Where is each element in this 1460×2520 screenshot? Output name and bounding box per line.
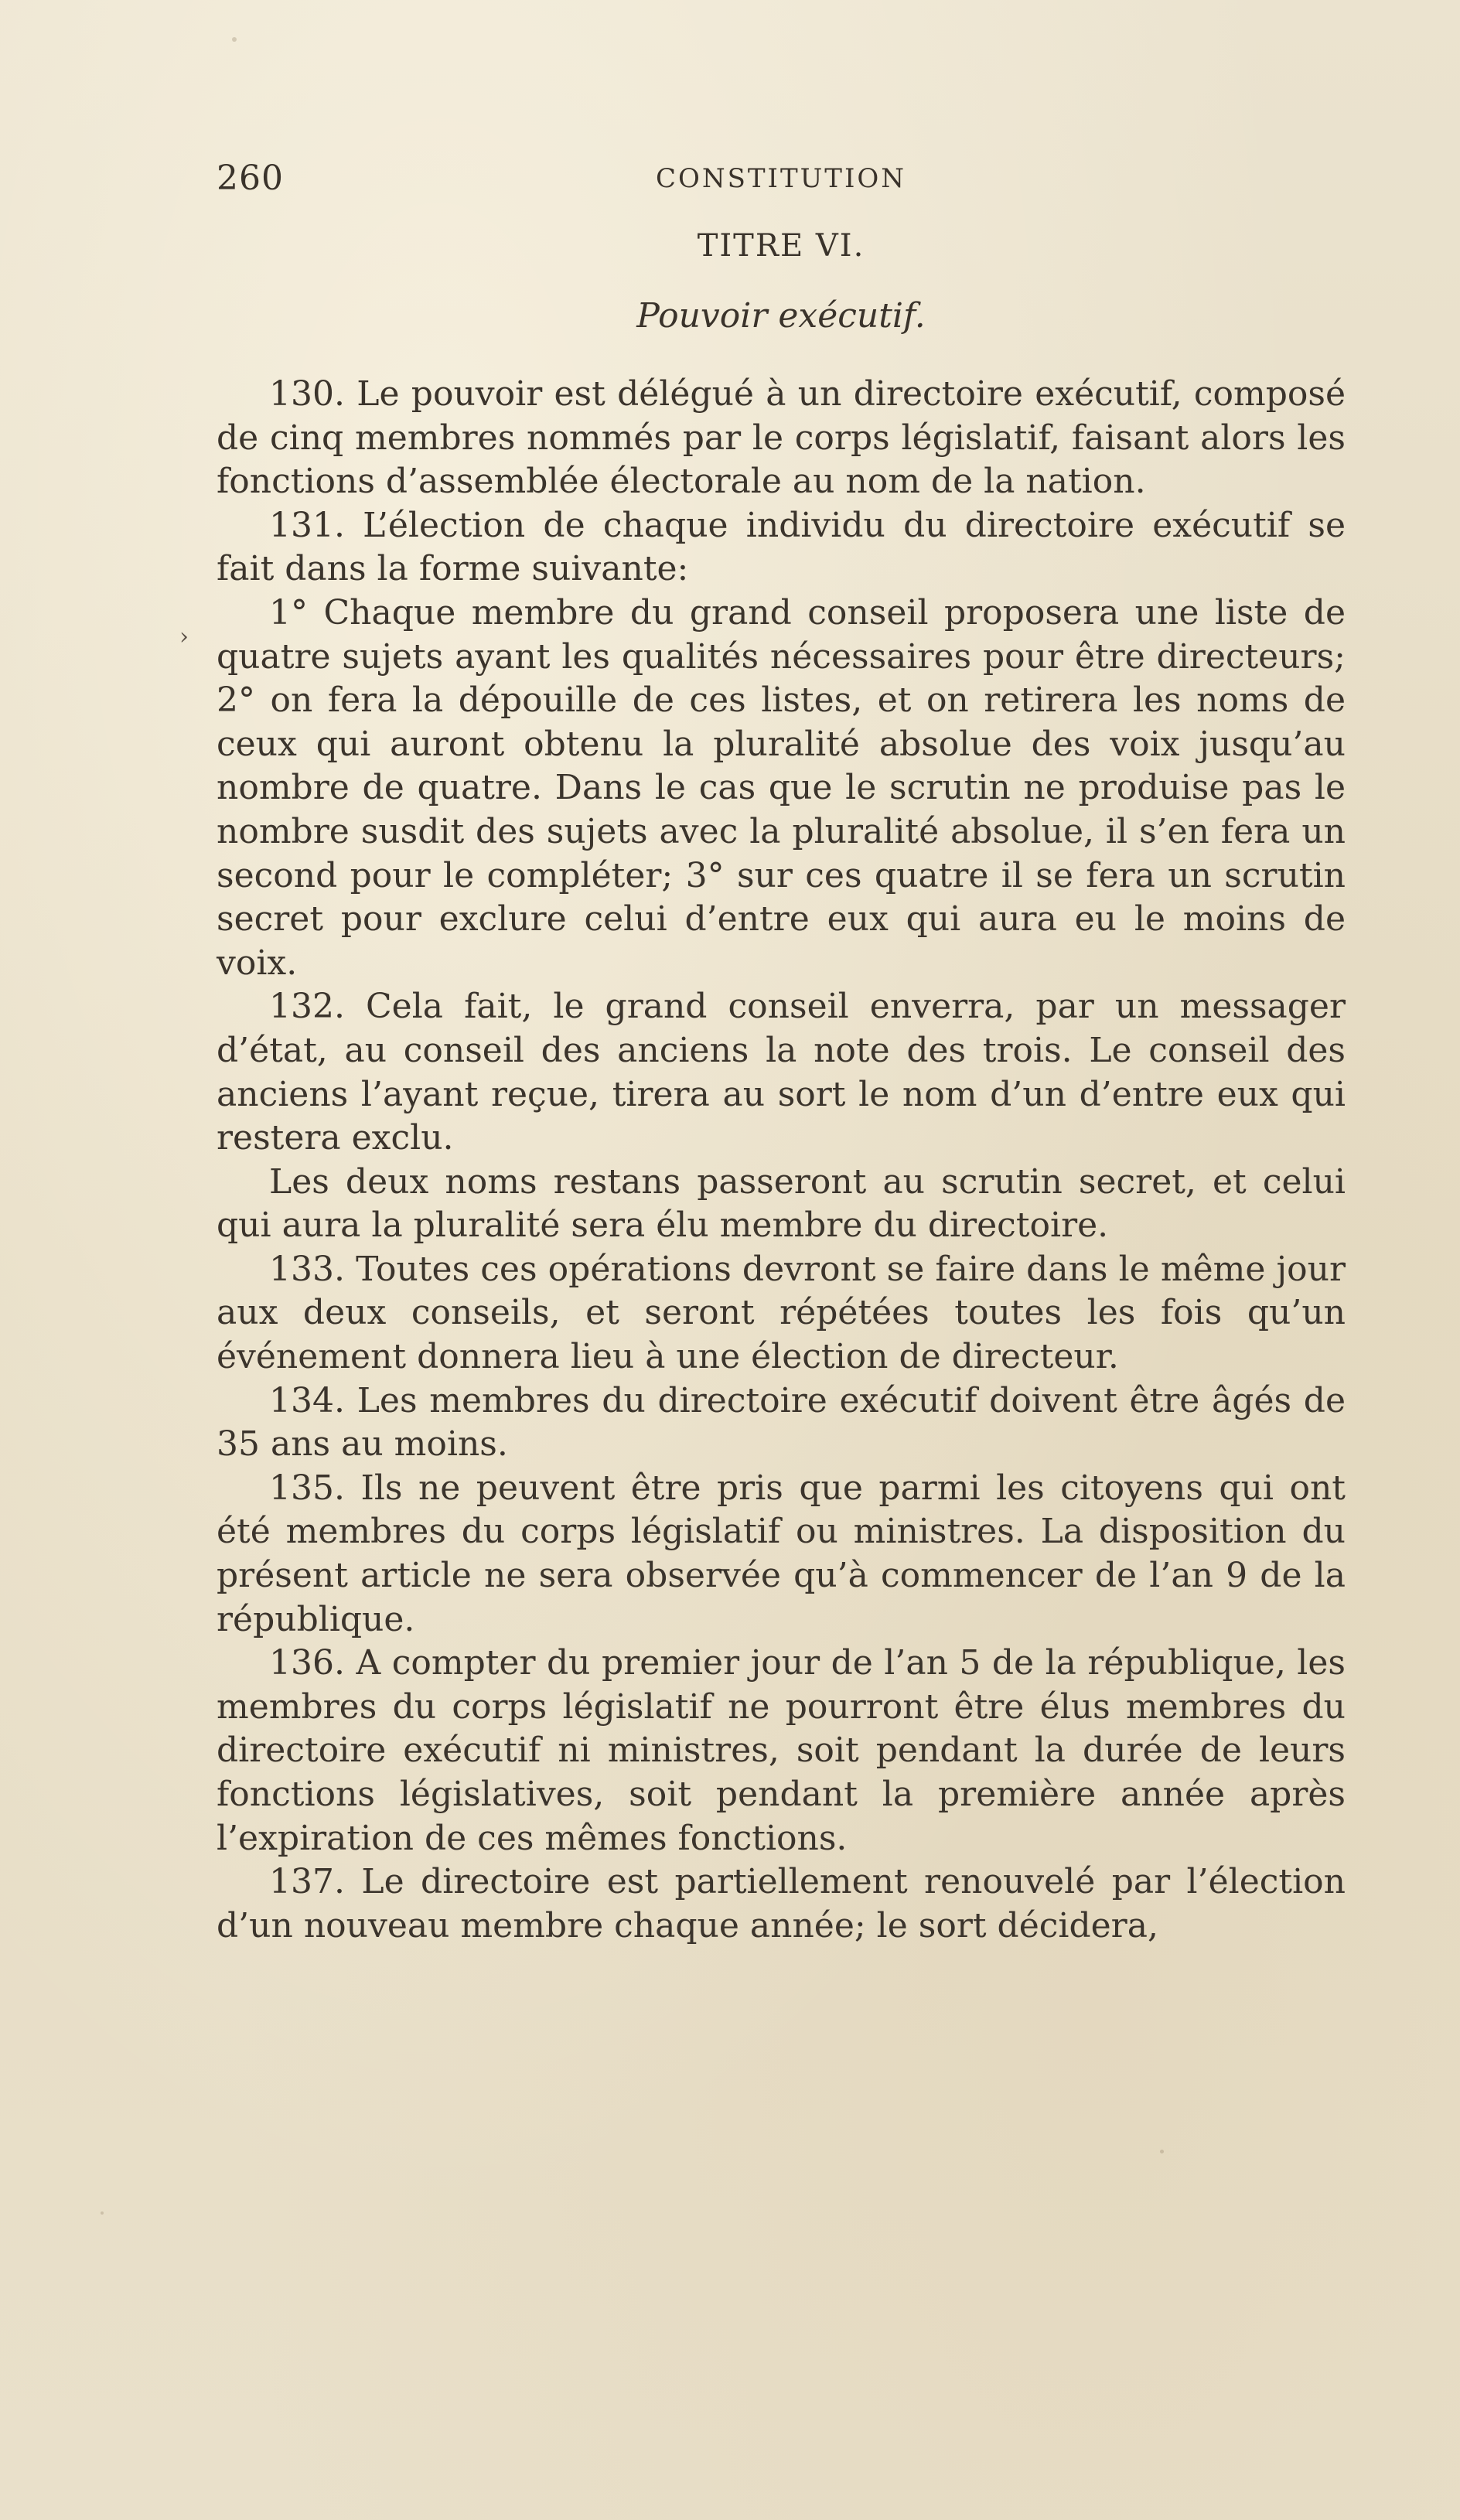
article-134: 134. Les membres du directoire exécutif doivent être âgés de 35 ans au moins.: [217, 1380, 1346, 1465]
article-132-continued: Les deux noms restans passeront au scrutin secret, et celui qui aura la pluralité sera élu membre du directoire.: [217, 1161, 1346, 1246]
article-130: 130. Le pouvoir est délégué à un directoire exécutif, composé de cinq membres nommés par le corps législatif, faisant alors les fonctions d’assemblée électorale au nom de la nation.: [217, 374, 1346, 502]
page-header: [217, 159, 1346, 205]
paper-spot: [101, 2211, 104, 2215]
section-title: TITRE VI.: [697, 228, 865, 264]
body-text: [217, 373, 1346, 1948]
margin-mark: ›: [179, 623, 189, 650]
article-133: 133. Toutes ces opérations devront se faire dans le même jour aux deux conseils, et seront répétées toutes les fois qu’un événement donnera lieu à une élection de directeur.: [217, 1249, 1346, 1377]
article-135: 135. Ils ne peuvent être pris que parmi les citoyens qui ont été membres du corps législatif ou ministres. La disposition du présent article ne sera observée qu’à commencer de l’an 9 de la république.: [217, 1468, 1346, 1639]
article-132: 132. Cela fait, le grand conseil enverra, par un messager d’état, au conseil des anciens la note des trois. Le conseil des anciens l’ayant reçue, tirera au sort le nom d’un d’entre eux qui restera exclu.: [217, 987, 1346, 1158]
section-heading: [217, 228, 1346, 336]
article-136: 136. A compter du premier jour de l’an 5 de la république, les membres du corps législatif ne pourront être élus membres du directoire exécutif ni ministres, soit pendant la durée de leurs fonctions législatives, soit pendant la première année après l’expiration de ces mêmes fonctions.: [217, 1643, 1346, 1858]
article-131-procedure: 1° Chaque membre du grand conseil proposera une liste de quatre sujets ayant les qualités nécessaires pour être directeurs; 2° on fera la dépouille de ces listes, et on retirera les noms de ceux qui auront obtenu la pluralité absolue des voix jusqu’au nombre de quatre. Dans le cas que le scrutin ne produise pas le nombre susdit des sujets avec la pluralité absolue, il s’en fera un second pour le compléter; 3° sur ces quatre il se fera un scrutin secret pour exclure celui d’entre eux qui aura eu le moins de voix.: [217, 592, 1346, 983]
article-137: 137. Le directoire est partiellement renouvelé par l’élection d’un nouveau membre chaque année; le sort décidera,: [217, 1862, 1346, 1945]
paper-spot: [232, 37, 237, 42]
paper-spot: [1160, 2150, 1164, 2153]
running-head: CONSTITUTION: [655, 163, 907, 194]
page-number: 260: [217, 159, 284, 198]
section-subtitle: Pouvoir exécutif.: [636, 296, 926, 336]
article-131: 131. L’élection de chaque individu du directoire exécutif se fait dans la forme suivante:: [217, 505, 1346, 589]
